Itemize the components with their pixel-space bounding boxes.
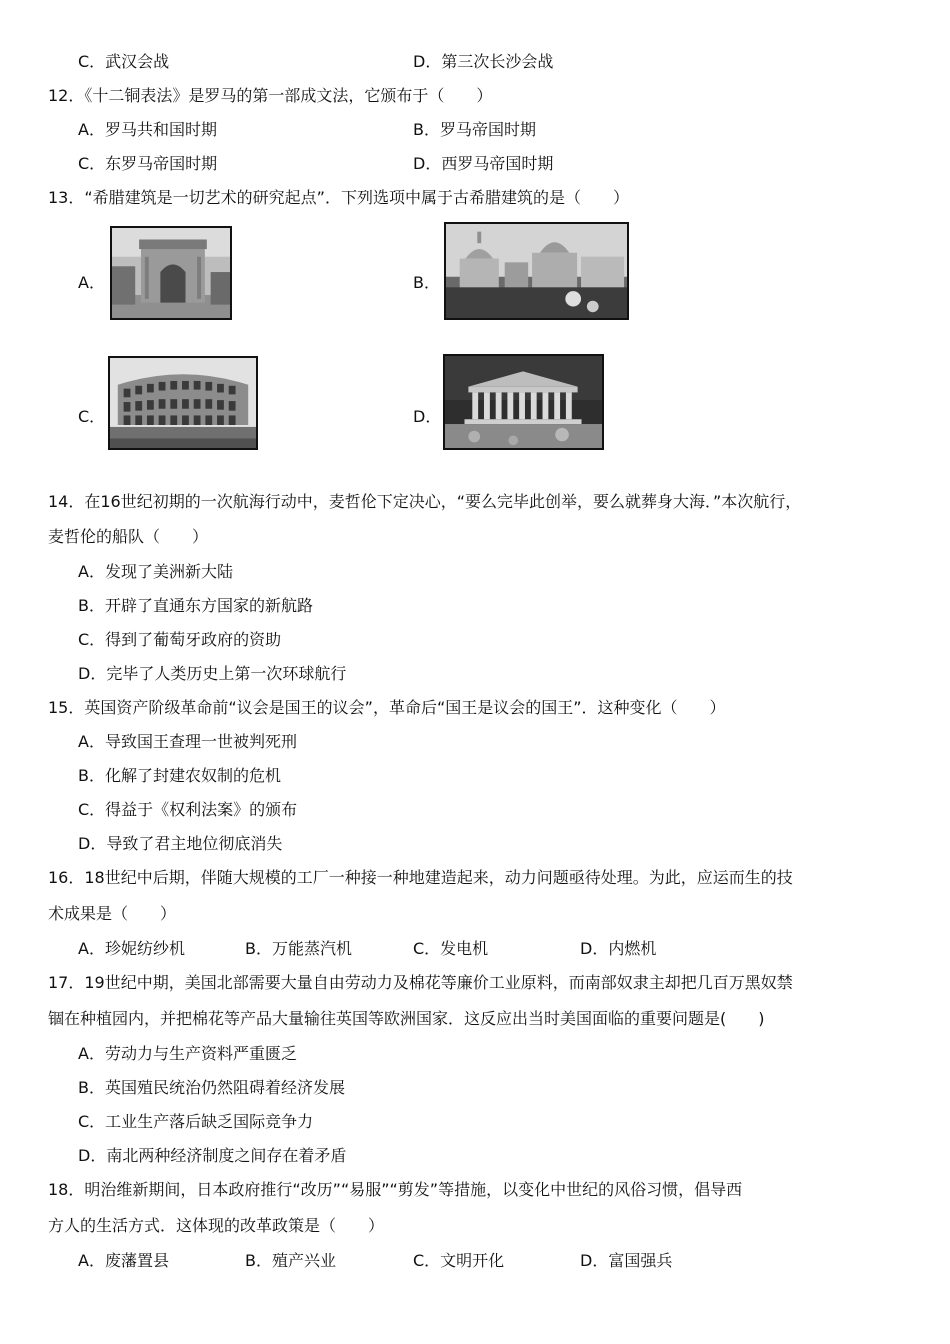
q17-option-a: A．劳动力与生产资料严重匮乏	[78, 1044, 297, 1063]
colosseum-photo	[108, 356, 258, 450]
q16-stem-line2: 术成果是（ ）	[48, 904, 177, 923]
q12-option-a: A．罗马共和国时期	[78, 120, 217, 139]
q11-option-c: C．武汉会战	[78, 52, 170, 71]
q16-option-d: D．内燃机	[580, 939, 657, 958]
q15-option-b: B．化解了封建农奴制的危机	[78, 766, 281, 785]
q18-option-c: C．文明开化	[413, 1251, 505, 1270]
q18-option-a: A．废藩置县	[78, 1251, 169, 1270]
q11-option-d: D．第三次长沙会战	[413, 52, 554, 71]
q16-option-b: B．万能蒸汽机	[245, 939, 352, 958]
q15-stem: 15．英国资产阶级革命前“议会是国王的议会”，革命后“国王是议会的国王”．这种变化（ ）	[48, 698, 726, 717]
q12-option-b: B．罗马帝国时期	[413, 120, 536, 139]
q18-stem-line2: 方人的生活方式．这体现的改革政策是（ ）	[48, 1216, 385, 1235]
q17-option-b: B．英国殖民统治仍然阻碍着经济发展	[78, 1078, 345, 1097]
q14-option-b: B．开辟了直通东方国家的新航路	[78, 596, 313, 615]
q15-option-c: C．得益于《权利法案》的颁布	[78, 800, 298, 819]
q12-option-d: D．西罗马帝国时期	[413, 154, 554, 173]
q14-option-c: C．得到了葡萄牙政府的资助	[78, 630, 282, 649]
q15-option-d: D．导致了君主地位彻底消失	[78, 834, 283, 853]
q17-option-d: D．南北两种经济制度之间存在着矛盾	[78, 1146, 347, 1165]
q18-stem-line1: 18．明治维新期间，日本政府推行“改历”“易服”“剪发”等措施，以变化中世纪的风俗习惯，倡导西	[48, 1180, 743, 1199]
q17-option-c: C．工业生产落后缺乏国际竞争力	[78, 1112, 314, 1131]
q15-option-a: A．导致国王查理一世被判死刑	[78, 732, 297, 751]
q17-stem-line2: 锢在种植园内，并把棉花等产品大量输往英国等欧洲国家．这反应出当时美国面临的重要问题是( )	[48, 1009, 765, 1028]
q13-label-d: D．	[413, 407, 442, 426]
q18-option-d: D．富国强兵	[580, 1251, 673, 1270]
q18-option-b: B．殖产兴业	[245, 1251, 336, 1270]
q13-label-a: A．	[78, 273, 105, 292]
q17-stem-line1: 17．19世纪中期，美国北部需要大量自由劳动力及棉花等廉价工业原料，而南部奴隶主却把几百万黑奴禁	[48, 973, 793, 992]
q14-option-d: D．完毕了人类历史上第一次环球航行	[78, 664, 347, 683]
q12-option-c: C．东罗马帝国时期	[78, 154, 218, 173]
q14-option-a: A．发现了美洲新大陆	[78, 562, 233, 581]
q16-option-c: C．发电机	[413, 939, 489, 958]
q14-stem-line1: 14．在16世纪初期的一次航海行动中，麦哲伦下定决心，“要么完毕此创举，要么就葬身大海．”本次航行，	[48, 492, 802, 511]
rome-square-photo	[444, 222, 629, 320]
arch-photo	[110, 226, 232, 320]
q16-stem-line1: 16．18世纪中后期，伴随大规模的工厂一种接一种地建造起来，动力问题亟待处理。为此，应运而生的技	[48, 868, 793, 887]
parthenon-photo	[443, 354, 604, 450]
q14-stem-line2: 麦哲伦的船队（ ）	[48, 527, 209, 546]
q13-label-b: B．	[413, 273, 440, 292]
q16-option-a: A．珍妮纺纱机	[78, 939, 185, 958]
q13-stem: 13．“希腊建筑是一切艺术的研究起点”．下列选项中属于古希腊建筑的是（ ）	[48, 188, 629, 207]
q13-label-c: C．	[78, 407, 106, 426]
q12-stem: 12．《十二铜表法》是罗马的第一部成文法，它颁布于（ ）	[48, 86, 493, 105]
